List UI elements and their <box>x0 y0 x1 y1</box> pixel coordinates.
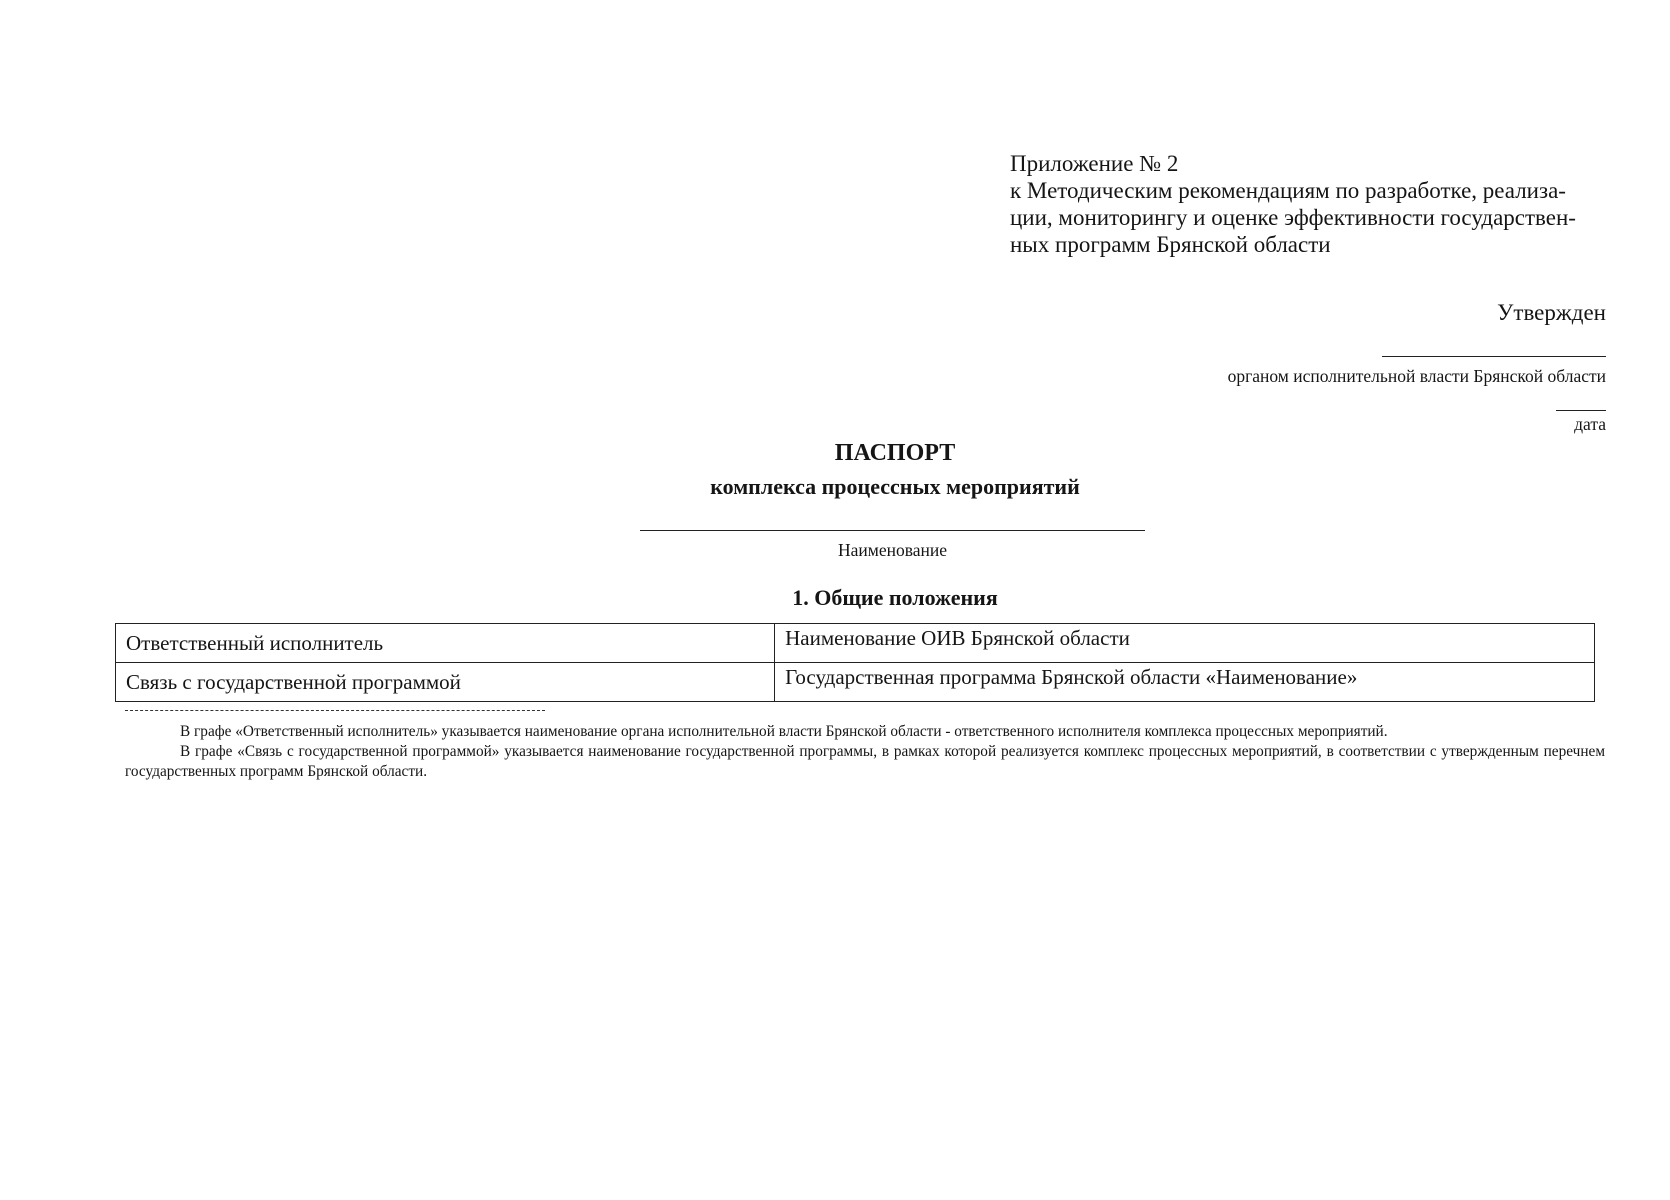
document-title: ПАСПОРТ <box>834 440 956 466</box>
footnote-separator <box>125 710 545 711</box>
appendix-line: ции, мониторингу и оценке эффективности государствен- <box>1010 205 1576 230</box>
row-label: Ответственный исполнитель <box>116 624 775 663</box>
authority-signature-line <box>1382 356 1606 357</box>
appendix-line: ных программ Брянской области <box>1010 232 1331 257</box>
approval-label: Утвержден <box>1497 300 1606 325</box>
appendix-line: к Методическим рекомендациям по разработке, реализа- <box>1010 178 1566 203</box>
document-subtitle: комплекса процессных мероприятий <box>710 474 1080 499</box>
footnote-text: В графе «Связь с государственной программой» указывается наименование государственной программы, в рамках которой реализуется комплекс процессных мероприятий, в соответствии с утвержденным перечнем государственных программ Брянской области. <box>125 743 1605 780</box>
footnotes <box>125 722 1605 782</box>
row-label: Связь с государственной программой <box>116 663 775 702</box>
general-info-table <box>115 623 1595 702</box>
name-caption: Наименование <box>837 540 948 560</box>
date-line <box>1556 410 1606 411</box>
appendix-line: Приложение № 2 <box>1010 151 1179 176</box>
authority-caption: органом исполнительной власти Брянской области <box>1227 366 1606 386</box>
date-caption: дата <box>1574 414 1606 434</box>
row-value: Наименование ОИВ Брянской области <box>775 624 1595 663</box>
section-heading: 1. Общие положения <box>792 585 998 610</box>
table-row <box>116 624 1595 663</box>
appendix-note <box>1010 150 1610 258</box>
name-fill-line <box>640 530 1145 531</box>
footnote-text: В графе «Ответственный исполнитель» указывается наименование органа исполнительной власти Брянской области - ответственного исполнителя комплекса процессных мероприятий. <box>180 723 1388 740</box>
table-row <box>116 663 1595 702</box>
row-value: Государственная программа Брянской области «Наименование» <box>775 663 1595 702</box>
